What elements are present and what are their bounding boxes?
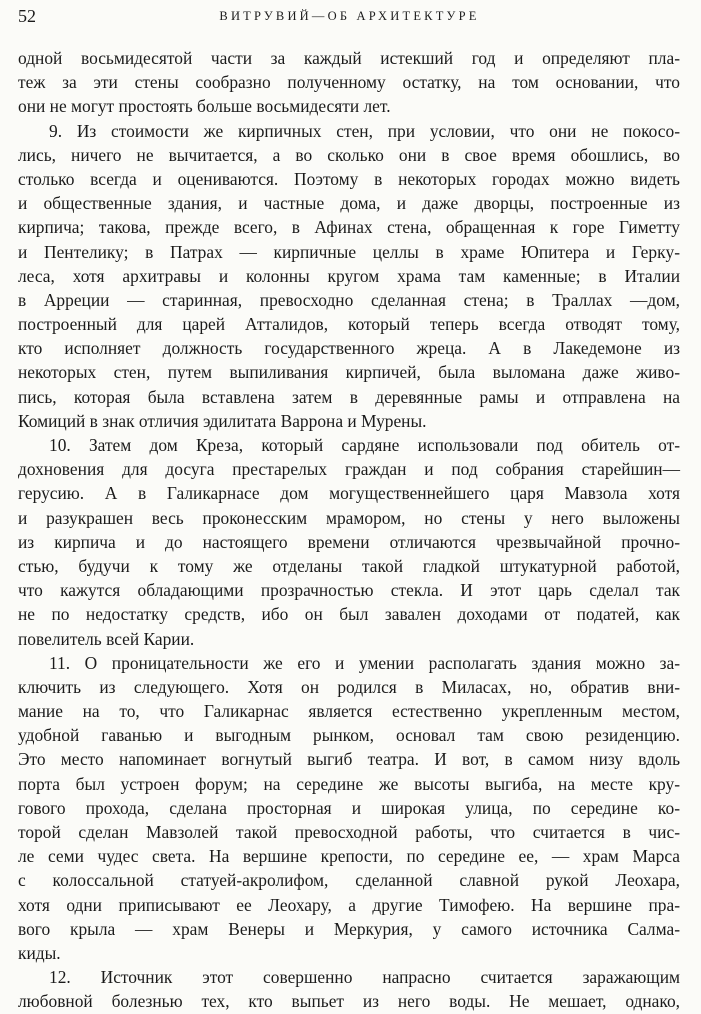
text-line: вого крыла — храм Венеры и Меркурия, у самого источника Салма- xyxy=(18,918,680,939)
text-line: стью, будучи к тому же отделаны такой гладкой штукатурной работой, xyxy=(18,555,680,576)
text-line: с колоссальной статуей-акролифом, сделанной славной рукой Леохара, xyxy=(18,870,680,891)
text-line: теж за эти стены сообразно полученному остатку, на том основании, что xyxy=(18,72,680,93)
running-title: ВИТРУВИЙ—ОБ АРХИТЕКТУРЕ xyxy=(219,9,480,23)
text-line: кирпича; такова, прежде всего, в Афинах стена, обращенная к горе Гиметту xyxy=(18,217,680,238)
text-line: построенный для царей Атталидов, который теперь всегда отводят тому, xyxy=(18,314,680,335)
text-line: мание на то, что Галикарнас является естественно укрепленным местом, xyxy=(18,701,680,722)
text-line: любовной болезнью тех, кто выпьет из него воды. Не мешает, однако, xyxy=(18,991,680,1012)
text-line: ле семи чудес света. На вершине крепости, по середине ее, — храм Марса xyxy=(18,846,680,867)
text-line: что кажутся обладающими прозрачностью стекла. И этот царь сделал так xyxy=(18,580,680,601)
text-line: и Пентелику; в Патрах — кирпичные целлы в храме Юпитера и Геркy- xyxy=(18,241,680,262)
text-line: кто исполняет должность государственного жреца. А в Лакедемоне из xyxy=(18,338,680,359)
text-line: Комиций в знак отличия эдилитата Варрона и Мурены. xyxy=(18,410,427,431)
text-line: Это место напоминает вогнутый выгиб театра. И вот, в самом низу вдоль xyxy=(18,749,680,770)
text-line: и разукрашен весь проконесским мрамором, но стены у него выложены xyxy=(18,507,680,528)
page-number: 52 xyxy=(18,6,36,26)
text-line: столько всегда и оцениваются. Поэтому в некоторых городах можно видеть xyxy=(18,168,680,189)
text-line: 12. Источник этот совершенно напрасно считается заражающим xyxy=(49,967,680,988)
body-text xyxy=(18,46,680,1014)
text-line: дохновения для досуга престарелых граждан и под собрания старейшин— xyxy=(18,459,680,480)
text-line: торой сделан Мавзолей такой превосходной работы, что считается в чис- xyxy=(18,822,680,842)
text-line: 9. Из стоимости же кирпичных стен, при условии, что они не покосо- xyxy=(49,120,680,141)
text-line: хотя одни приписывают ее Леохару, а другие Тимофею. На вершине пра- xyxy=(18,894,680,915)
text-line: в Арреции — старинная, превосходно сделанная стена; в Траллах —дом, xyxy=(18,289,680,310)
text-line: лись, ничего не вычитается, а во сколько они в свое время обошлись, во xyxy=(18,144,680,165)
text-line: порта был устроен форум; на середине же высоты выгиба, на месте кру- xyxy=(18,773,680,794)
text-line: пись, которая была вставлена затем в деревянные рамы и отправлена на xyxy=(18,386,680,407)
text-line: они не могут простоять больше восьмидесяти лет. xyxy=(18,96,391,117)
text-line: леса, хотя архитравы и колонны кругом храма там каменные; в Италии xyxy=(18,265,680,286)
text-line: киды. xyxy=(18,942,61,963)
text-line: одной восьмидесятой части за каждый истекший год и определяют пла- xyxy=(18,48,680,68)
page-header xyxy=(18,4,681,28)
text-line: из кирпича и до настоящего времени отличаются чрезвычайной прочно- xyxy=(18,531,680,552)
text-line: удобной гаванью и выгодным рынком, основал там свою резиденцию. xyxy=(18,725,680,746)
text-line: гового прохода, сделана просторная и широкая улица, по середине ко- xyxy=(18,797,680,818)
text-line: повелитель всей Карии. xyxy=(18,628,195,649)
text-line: 10. Затем дом Креза, который сардяне использовали под обитель от- xyxy=(49,435,680,455)
text-line: герусию. А в Галикарнасе дом могущественнейшего царя Мавзола хотя xyxy=(18,483,680,504)
text-line: ключить из следующего. Хотя он родился в Миласах, но, обратив вни- xyxy=(18,676,680,697)
text-line: некоторых стен, путем выпиливания кирпичей, была выломана даже живо- xyxy=(18,362,680,383)
text-line: и общественные здания, и частные дома, и даже дворцы, построенные из xyxy=(18,193,680,214)
text-line: 11. О проницательности же его и умении располагать здания можно за- xyxy=(49,652,680,673)
text-line: не по недостатку средств, ибо он был завален доходами от податей, как xyxy=(18,604,680,625)
